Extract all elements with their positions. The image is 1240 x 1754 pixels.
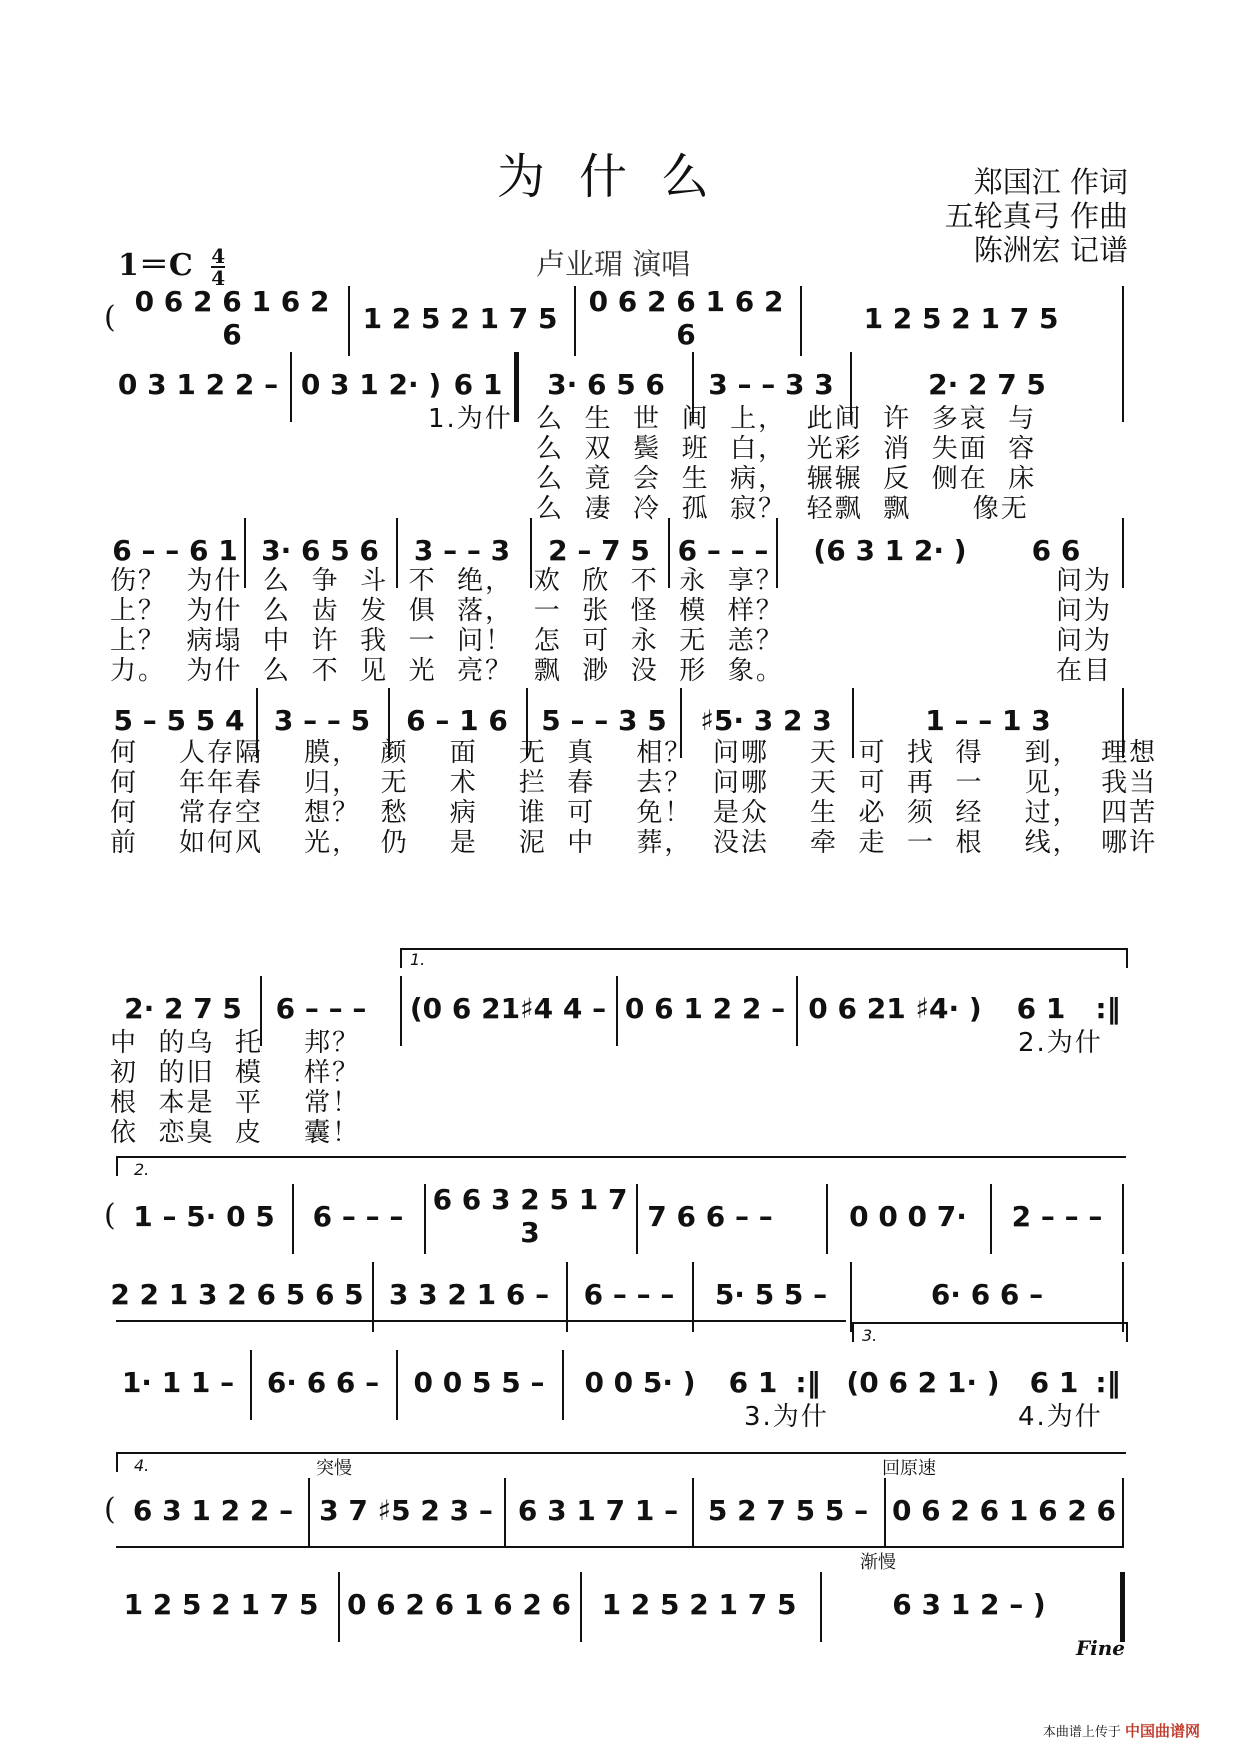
notes: 3· 6 5 6	[547, 367, 665, 401]
notes: 0 6 1 2 2 –	[624, 991, 786, 1025]
lyrics-line	[110, 732, 1158, 768]
lyric-text: 根 本是 平 常！	[110, 1088, 361, 1118]
lyrics-line	[110, 590, 1124, 626]
footer-text: 本曲谱上传于	[1042, 1725, 1121, 1740]
volta-4-label: 4.	[134, 1456, 150, 1475]
measure	[586, 1584, 812, 1624]
lyrics-line	[110, 1052, 1124, 1088]
lyrics-line	[116, 428, 1124, 462]
notes: (0 6 2 1· )	[846, 1365, 1000, 1399]
volta-1-bracket	[400, 948, 1128, 968]
notes: 0 6 2 6 1 6 2 6	[346, 1587, 572, 1621]
lyrics-line	[110, 1112, 1124, 1148]
notes: 5 – 5 5 4	[113, 703, 245, 737]
notes: 1 2 5 2 1 7 5	[123, 1587, 319, 1621]
measure	[580, 285, 792, 351]
repeat-sign: :‖	[795, 1365, 821, 1399]
measure	[124, 1490, 302, 1530]
notes: 2· 2 7 5	[928, 367, 1046, 401]
measure	[344, 1584, 574, 1624]
lyrics-line	[110, 620, 1124, 656]
verse-4-lead: 4.为什	[1018, 1402, 1103, 1432]
notes: 3 – – 3 3	[708, 367, 834, 401]
lyrics-line	[110, 1022, 1124, 1058]
notes: 0 6 2 6 1 6 2 6	[891, 1493, 1117, 1527]
notes: 6 – – –	[583, 1277, 675, 1311]
notes: 6 3 1 2 – )	[892, 1587, 1046, 1621]
notes: 2· 2 7 5	[124, 991, 242, 1025]
notes: 0 0 5· )	[584, 1365, 696, 1399]
lyric-text: 前 如何风 光， 仍 是 泥 中 葬， 没法 牵 走 一 根 线， 哪许	[110, 828, 1158, 858]
open-paren: (	[104, 300, 116, 335]
lyric-text: 何 常存空 想？ 愁 病 谁 可 免！ 是众 生 必 须 经 过， 四苦	[110, 798, 1158, 828]
notes: 0 3 1 2· )	[300, 367, 442, 401]
verse-2-lead: 2.为什	[1018, 1028, 1103, 1058]
measure	[832, 1196, 984, 1236]
notes: 6 1	[1016, 991, 1066, 1025]
time-signature-denominator: 4	[211, 266, 226, 290]
lyric-text: 问为	[1056, 626, 1113, 656]
lyrics-line	[110, 762, 1158, 798]
notes: 6 – – –	[275, 991, 367, 1025]
notes: 7 6 6 – –	[647, 1199, 773, 1233]
key-signature	[118, 240, 225, 288]
lyrics-line	[116, 398, 1124, 432]
notes: 2 2 1 3 2 6 5 6 5	[110, 1277, 364, 1311]
measure	[430, 1183, 630, 1249]
barline	[348, 286, 350, 356]
notes: 6· 6 6 –	[266, 1365, 380, 1399]
measure	[314, 1490, 498, 1530]
time-signature-numerator: 4	[211, 244, 226, 268]
lyrics-line	[110, 650, 1124, 686]
notes: 1 2 5 2 1 7 5	[863, 301, 1059, 335]
notes: 6 6	[1031, 533, 1081, 567]
transcriber-credit: 陈洲宏 记谱	[973, 233, 1128, 267]
lyrics-line	[116, 488, 1124, 522]
barline	[424, 1184, 426, 1254]
notes: 3 7 ♯5 2 3 –	[319, 1493, 493, 1527]
open-paren: (	[104, 1492, 116, 1527]
notes: 1 2 5 2 1 7 5	[362, 301, 558, 335]
notes: 5· 5 5 –	[714, 1277, 828, 1311]
notes: 3 – – 3	[413, 533, 511, 567]
notes: 6· 6 6 –	[930, 1277, 1044, 1311]
barline	[820, 1572, 822, 1642]
lyric-text: 么 双 鬓 班 白， 光彩 消 失面 容	[536, 434, 1037, 464]
measure	[642, 1196, 778, 1236]
verse-1-lead: 1.为什	[428, 404, 513, 434]
notes: 6 3 1 2 2 –	[132, 1493, 294, 1527]
barline	[692, 1478, 694, 1548]
lyric-text: 何 年年春 归， 无 术 拦 春 去？ 问哪 天 可 再 一 见， 我当	[110, 768, 1158, 798]
score-row-10	[116, 1572, 1124, 1642]
repeat-sign: :‖	[1095, 991, 1121, 1025]
fine-marking: Fine	[1075, 1636, 1125, 1660]
volta-1-label: 1.	[410, 950, 426, 969]
barline	[580, 1572, 582, 1642]
lyric-text: 么 竟 会 生 病， 辗辗 反 侧在 床	[536, 464, 1037, 494]
notes: 3· 6 5 6	[261, 533, 379, 567]
notes: 5 2 7 5 5 –	[707, 1493, 869, 1527]
barline	[826, 1184, 828, 1254]
notes: 6 1	[728, 1365, 778, 1399]
sudden-slow-marking: 突慢	[316, 1458, 352, 1479]
notes: 1 – 5· 0 5	[133, 1199, 275, 1233]
measure	[124, 1196, 284, 1236]
measure	[110, 1584, 332, 1624]
notes: (0 6 21♯4 4 –	[409, 991, 607, 1025]
notes: 6 – – –	[677, 533, 769, 567]
volta-4-continuation	[116, 1546, 1124, 1548]
singer-credit: 卢业瑂 演唱	[536, 247, 691, 281]
volta-3-label: 3.	[862, 1326, 878, 1345]
barline	[990, 1184, 992, 1254]
lyric-text: 初 的旧 模 样？	[110, 1058, 361, 1088]
notes: 3 3 2 1 6 –	[388, 1277, 550, 1311]
notes: 2 – 7 5	[548, 533, 650, 567]
notes: 6 – – –	[312, 1199, 404, 1233]
barline	[636, 1184, 638, 1254]
notes: 2 – – –	[1011, 1199, 1103, 1233]
barline	[504, 1478, 506, 1548]
barline	[338, 1572, 340, 1642]
volta-2-bracket	[116, 1156, 1126, 1176]
volta-3-bracket	[852, 1322, 1128, 1342]
composer-credit: 五轮真弓 作曲	[944, 199, 1128, 233]
notes: 3 – – 5	[273, 703, 371, 737]
barline	[292, 1184, 294, 1254]
notes: 0 6 2 6 1 6 2 6	[588, 285, 784, 351]
notes: 0 0 5 5 –	[413, 1365, 545, 1399]
score-row-9	[104, 1478, 1124, 1548]
lyrics-line	[110, 1082, 1124, 1118]
barline	[1122, 1184, 1124, 1254]
lyric-text: 依 恋臭 皮 囊！	[110, 1118, 361, 1148]
notes: 6 6 3 2 5 1 7 3	[432, 1183, 628, 1249]
notes: 1· 1 1 –	[121, 1365, 235, 1399]
gradual-slow-marking: 渐慢	[860, 1552, 896, 1573]
volta-2-label: 2.	[134, 1160, 150, 1179]
lyric-text: 上？ 为什 么 齿 发 俱 落， 一 张 怪 模 样？	[110, 596, 784, 626]
notes: 0 6 21 ♯4· )	[808, 991, 982, 1025]
notes: 6 3 1 7 1 –	[517, 1493, 679, 1527]
footer-site: 中国曲谱网	[1124, 1722, 1200, 1740]
measure	[698, 1274, 844, 1314]
measure	[826, 1584, 1112, 1624]
notes: 6 1	[453, 367, 503, 401]
notes: ♯5· 3 2 3	[700, 703, 832, 737]
lyric-text: 在目	[1056, 656, 1113, 686]
score-row-6	[104, 1183, 1124, 1254]
lyrics-line	[116, 1396, 1124, 1430]
measure	[510, 1490, 686, 1530]
lyric-text: 么 生 世 间 上， 此间 许 多哀 与	[536, 404, 1037, 434]
measure	[698, 1490, 878, 1530]
measure	[298, 1196, 418, 1236]
key-label: 1＝C	[118, 248, 193, 283]
lyrics-line	[110, 560, 1124, 596]
lyric-text: 何 人存隔 膜， 颜 面 无 真 相？ 问哪 天 可 找 得 到， 理想	[110, 738, 1158, 768]
lyric-text: 问为	[1056, 596, 1113, 626]
measure	[996, 1196, 1118, 1236]
notes: 1 2 5 2 1 7 5	[601, 1587, 797, 1621]
time-signature	[211, 246, 225, 288]
notes: 6 – – 6 1	[112, 533, 238, 567]
lyric-text: 上？ 病塌 中 许 我 一 问！ 怎 可 永 无 恙？	[110, 626, 784, 656]
measure	[856, 1274, 1118, 1314]
barline	[308, 1478, 310, 1548]
volta-4-bracket	[116, 1452, 1126, 1472]
notes: 1 – – 1 3	[925, 703, 1051, 737]
volta-2-continuation	[116, 1320, 846, 1322]
verse-3-lead: 3.为什	[744, 1402, 829, 1432]
original-tempo-marking: 回原速	[882, 1458, 936, 1479]
notes: 6 1	[1029, 1365, 1079, 1399]
notes: 0 6 2 6 1 6 2 6	[134, 285, 330, 351]
lyrics-line	[116, 458, 1124, 492]
final-barline	[1120, 1572, 1125, 1642]
lyric-text: 伤？ 为什 么 争 斗 不 绝， 欢 欣 不 永 享？	[110, 566, 784, 596]
barline	[1122, 286, 1124, 356]
lyric-text: 中 的乌 托 邦？	[110, 1028, 361, 1058]
lyrics-line	[110, 822, 1158, 858]
notes: 5 – – 3 5	[541, 703, 667, 737]
barline	[800, 286, 802, 356]
measure	[124, 285, 340, 351]
lyrics-line	[110, 792, 1158, 828]
barline	[574, 286, 576, 356]
song-title: 为什么	[496, 149, 743, 205]
notes: 0 3 1 2 2 –	[117, 367, 279, 401]
notes: (6 3 1 2· )	[813, 533, 967, 567]
measure	[110, 1274, 364, 1314]
lyric-text: 问为	[1056, 566, 1113, 596]
measure	[806, 298, 1116, 338]
lyric-text: 么 凄 冷 孤 寂？ 轻飘 飘 像无	[536, 494, 1029, 524]
lyric-text: 力。 为什 么 不 见 光 亮？ 飘 渺 没 形 象。	[110, 656, 784, 686]
measure	[890, 1490, 1118, 1530]
barline	[884, 1478, 886, 1548]
score-row-1	[104, 285, 1124, 356]
measure	[572, 1274, 686, 1314]
measure	[378, 1274, 560, 1314]
lyricist-credit: 郑国江 作词	[973, 165, 1128, 199]
barline	[1122, 1478, 1124, 1548]
open-paren: (	[104, 1198, 116, 1233]
footer-watermark	[1043, 1720, 1200, 1741]
notes: 6 – 1 6	[406, 703, 508, 737]
repeat-sign: :‖	[1095, 1365, 1121, 1399]
measure	[354, 298, 566, 338]
notes: 0 0 0 7·	[849, 1199, 967, 1233]
